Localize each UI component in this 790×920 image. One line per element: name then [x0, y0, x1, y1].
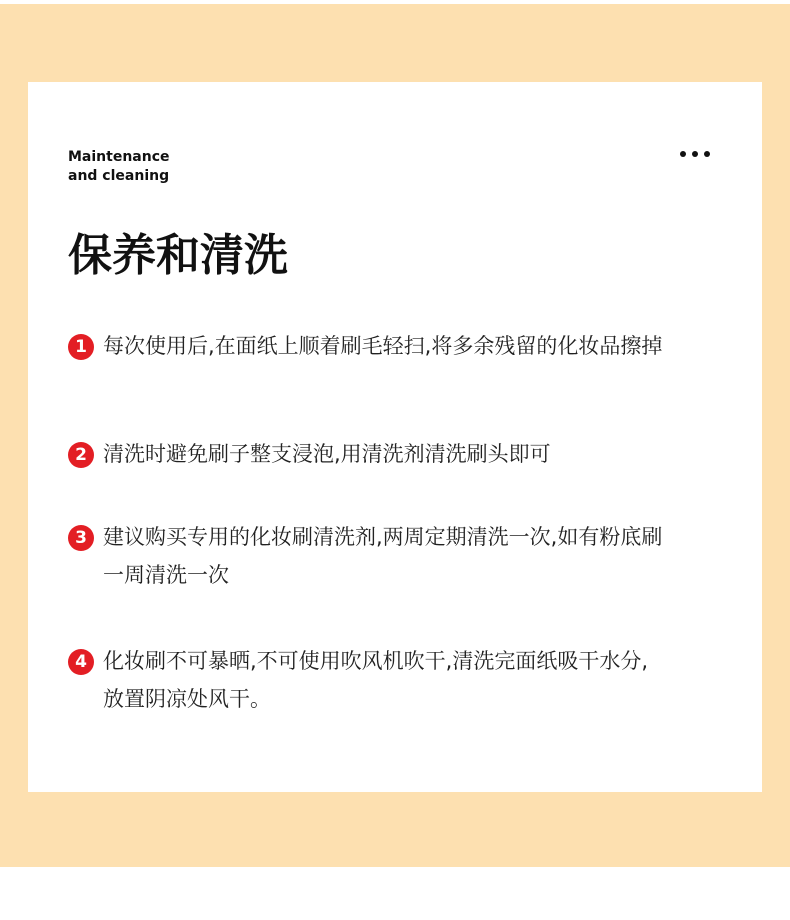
list-item-text: 每次使用后,在面纸上顺着刷毛轻扫,将多余残留的化妆品擦掉: [103, 334, 663, 358]
number-badge: 4: [68, 649, 94, 675]
content-card: [28, 82, 762, 792]
dot: [680, 151, 686, 157]
list-item-text: 化妆刷不可暴晒,不可使用吹风机吹干,清洗完面纸吸干水分,放置阴凉处风干。: [103, 649, 649, 711]
list-item-text: 清洗时避免刷子整支浸泡,用清洗剂清洗刷头即可: [103, 442, 551, 466]
number-badge: 2: [68, 442, 94, 468]
list-item-text: 建议购买专用的化妆刷清洗剂,两周定期清洗一次,如有粉底刷一周清洗一次: [103, 525, 663, 587]
more-dots-icon[interactable]: [680, 149, 720, 159]
number-badge: 3: [68, 525, 94, 551]
number-badge: 1: [68, 334, 94, 360]
dot: [704, 151, 710, 157]
page-frame: [0, 4, 790, 867]
english-subtitle: Maintenance and cleaning: [68, 149, 170, 184]
page-title: 保养和清洗: [68, 230, 288, 281]
dot: [692, 151, 698, 157]
